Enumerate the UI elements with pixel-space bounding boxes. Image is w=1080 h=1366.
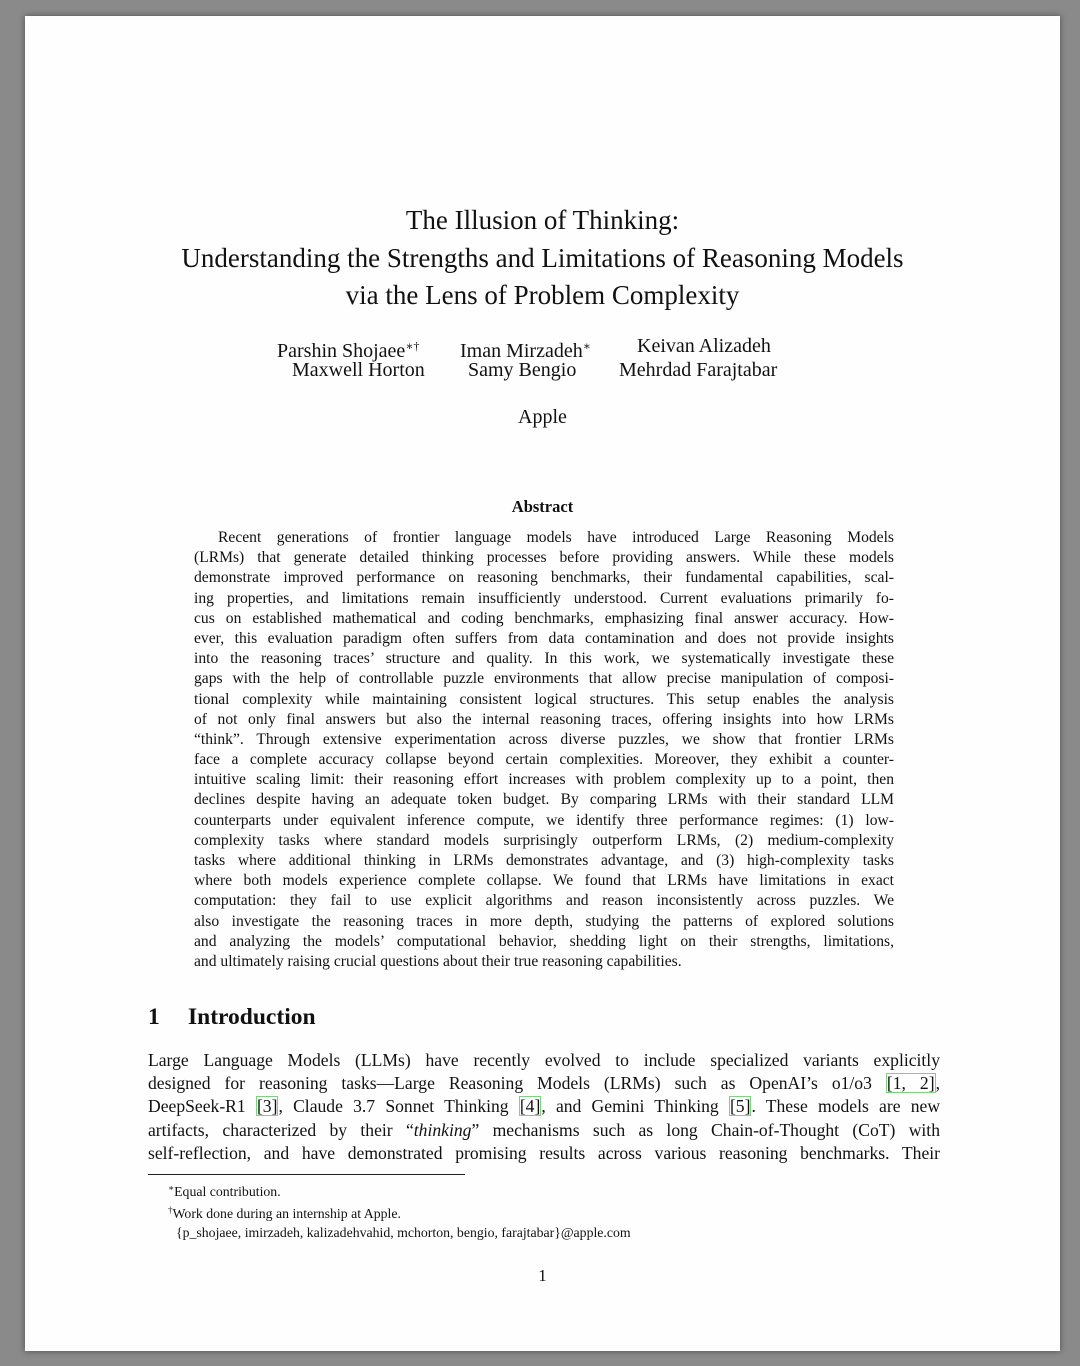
abstract-line: of not only final answers but also the internal reasoning traces, offering insights into how LRMs [194,710,894,728]
author-name: Mehrdad Farajtabar [619,359,778,381]
abstract-line: Recent generations of frontier language models have introduced Large Reasoning Models [218,529,894,546]
abstract-line: tional complexity while maintaining consistent logical structures. This setup enables the analysis [194,690,894,708]
intro-line: artifacts, characterized by their “thinking” mechanisms such as long Chain-of-Thought (CoT) with [148,1119,940,1140]
abstract-line: where both models experience complete collapse. We found that LRMs have limitations in exact [194,872,894,890]
citation-link[interactable]: [4] [519,1096,541,1117]
footnote-emails: {p_shojaee, imirzadeh, kalizadehvahid, mchorton, bengio, farajtabar}@apple.com [176,1225,631,1240]
author-row-2 [25,358,1060,382]
section-title: Introduction [188,1004,316,1030]
author-list [25,334,1060,382]
abstract-body [194,528,894,972]
abstract-line: tasks where additional thinking in LRMs demonstrates advantage, and (3) high-complexity tasks [194,852,894,869]
citation-link[interactable]: [3] [256,1096,278,1117]
page-number: 1 [538,1266,547,1285]
author-row-1 [25,334,1060,362]
abstract-line: intuitive scaling limit: their reasoning effort increases with problem complexity up to a point, then [194,771,894,789]
abstract-line: ever, this evaluation paradigm often suffers from data contamination and does not provide insights [194,629,894,647]
abstract-line: demonstrate improved performance on reasoning benchmarks, their fundamental capabilities, scal- [194,569,894,587]
abstract-line: and analyzing the models’ computational behavior, shedding light on their strengths, limitations, [194,932,894,950]
abstract-line: cus on established mathematical and coding benchmarks, emphasizing final answer accuracy. How- [194,609,894,627]
intro-line: self-reflection, and have demonstrated promising results across various reasoning benchmarks. Their [148,1142,940,1163]
footnote-equal-contribution: ∗Equal contribution. [168,1183,281,1199]
title-line-1: The Illusion of Thinking: [405,205,680,235]
footnote-internship: †Work done during an internship at Apple. [168,1205,401,1221]
abstract-line: gaps with the help of controllable puzzle environments that allow precise manipulation of composi- [194,670,894,688]
abstract-line: complexity tasks where standard models surprisingly outperform LRMs, (2) medium-complexity [194,831,894,849]
affiliation: Apple [518,406,567,428]
abstract-line: into the reasoning traces’ structure and quality. In this work, we systematically investigate these [194,650,894,668]
footnotes [168,1179,631,1242]
author-name: Parshin Shojaee∗† [277,339,420,362]
title-line-2: Understanding the Strengths and Limitations of Reasoning Models [181,242,904,273]
abstract-line: declines despite having an adequate token budget. By comparing LRMs with their standard LLM [194,791,894,809]
introduction-body [148,1049,940,1165]
section-heading-introduction [148,1004,316,1031]
intro-line: designed for reasoning tasks—Large Reasoning Models (LRMs) such as OpenAI’s o1/o3 [1, 2], [148,1073,940,1094]
abstract-heading: Abstract [511,497,574,516]
abstract-line: also investigate the reasoning traces in more depth, studying the patterns of explored solutions [194,912,894,930]
citation-link[interactable]: [1, 2] [886,1073,935,1094]
intro-line: DeepSeek-R1 [3], Claude 3.7 Sonnet Thinking [4], and Gemini Thinking [5]. These models are new [148,1096,940,1117]
title-line-3: via the Lens of Problem Complexity [345,280,740,310]
abstract-line: computation: they fail to use explicit algorithms and reason inconsistently across puzzles. We [194,892,894,910]
author-name: Iman Mirzadeh∗ [460,339,591,362]
abstract-line: face a complete accuracy collapse beyond certain complexities. Moreover, they exhibit a counter- [194,751,894,769]
abstract-line: (LRMs) that generate detailed thinking processes before providing answers. While these models [194,549,894,567]
paper-title [25,202,1060,315]
paper-page [25,16,1060,1351]
author-name: Samy Bengio [468,359,577,381]
intro-line: Large Language Models (LLMs) have recently evolved to include specialized variants explicitly [148,1050,940,1070]
author-name: Keivan Alizadeh [637,335,771,357]
section-number: 1 [148,1004,160,1030]
abstract-line: and ultimately raising crucial questions about their true reasoning capabilities. [194,952,682,970]
abstract-line: counterparts under equivalent inference compute, we identify three performance regimes: (1) low- [194,811,894,829]
author-name: Maxwell Horton [292,359,425,381]
citation-link[interactable]: [5] [729,1096,751,1117]
footnote-rule [148,1174,465,1175]
abstract-line: “think”. Through extensive experimentation across diverse puzzles, we show that frontier LRMs [194,730,894,748]
abstract-line: ing properties, and limitations remain insufficiently understood. Current evaluations primarily fo- [194,589,894,607]
